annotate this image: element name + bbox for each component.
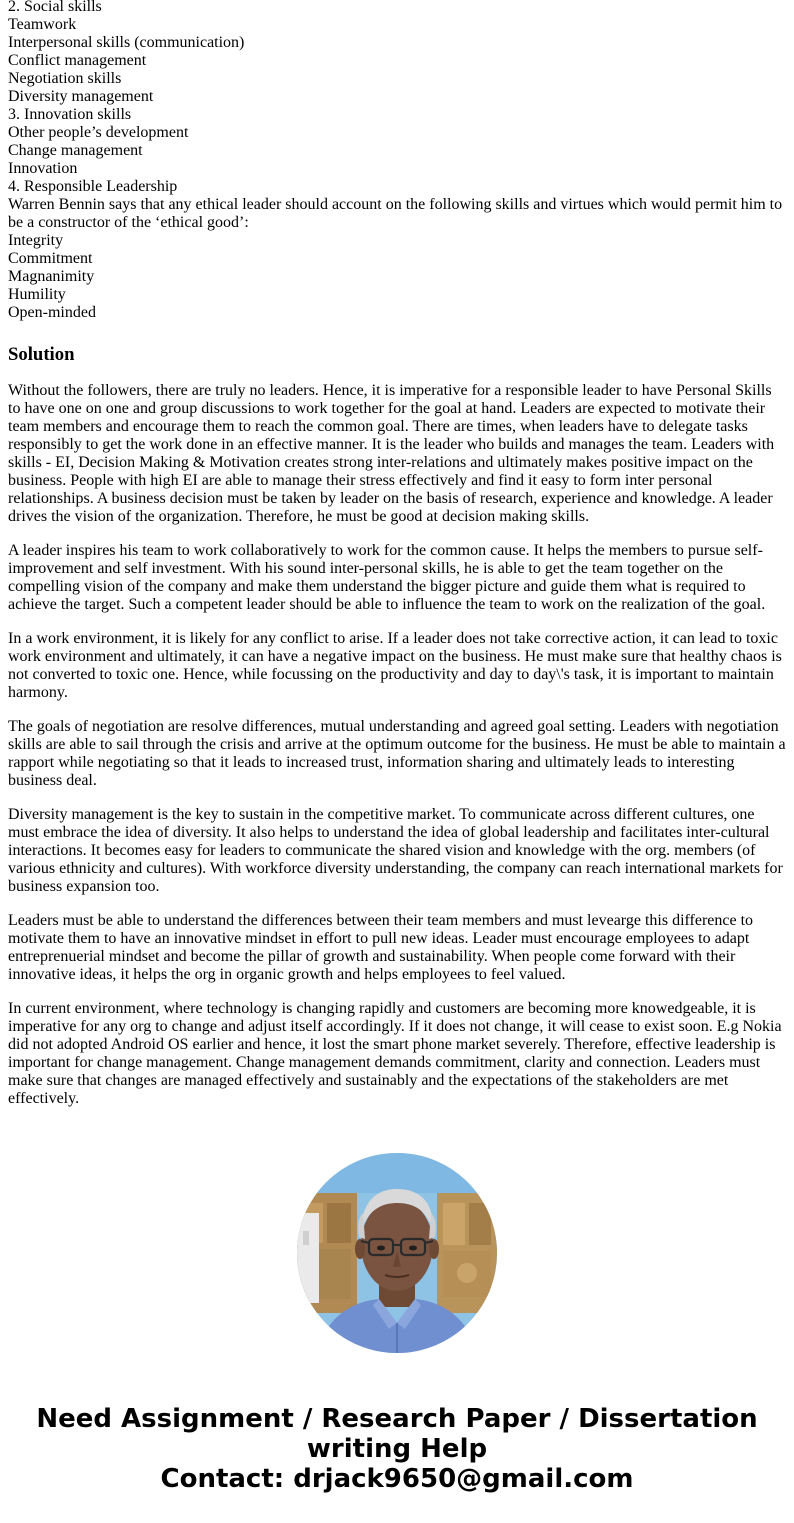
innovation-skill-item: Innovation [8, 160, 78, 177]
virtue-item: Magnanimity [8, 268, 95, 285]
author-photo-illustration [297, 1153, 497, 1353]
responsible-leadership-intro: Warren Bennin says that any ethical leader should account on the following skills and virtues which would permit him to be a constructor of the ‘ethical good’: [8, 196, 783, 231]
virtue-item: Commitment [8, 250, 93, 267]
innovation-skill-item: Change management [8, 142, 143, 159]
author-avatar [297, 1153, 497, 1353]
solution-paragraph: A leader inspires his team to work collaboratively to work for the common cause. It helps the members to pursue self-improvement and self investment. With his sound inter-personal skills, he is able to get the team together on the compelling vision of the company and make them understand the bigger picture and guide them what is required to achieve the target. Such a competent leader should be able to influence the team to work on the realization of the goal. [8, 542, 766, 613]
responsible-leadership-heading: 4. Responsible Leadership [8, 178, 178, 195]
solution-heading: Solution [8, 344, 75, 365]
promo-banner [0, 1404, 794, 1494]
document-body [8, 0, 786, 1108]
virtue-item: Integrity [8, 232, 64, 249]
social-skill-item: Teamwork [8, 16, 77, 33]
solution-paragraph: Without the followers, there are truly no leaders. Hence, it is imperative for a responsible leader to have Personal Skills to have one on one and group discussions to work together for the goal at hand. Leaders are expected to motivate their team members and encourage them to reach the common goal. There are times, when leaders have to delegate tasks responsibly to get the work done in an effective manner. It is the leader who builds and manages the team. Leaders with skills - EI, Decision Making & Motivation creates strong inter-relations and ultimately makes positive impact on the business. People with high EI are able to manage their stress effectively and find it easy to form inter personal relationships. A business decision must be taken by leader on the basis of research, experience and knowledge. A leader drives the vision of the organization. Therefore, he must be good at decision making skills. [8, 382, 775, 525]
solution-paragraph: The goals of negotiation are resolve differences, mutual understanding and agreed goal setting. Leaders with negotiation skills are able to sail through the crisis and arrive at the optimum outcome for the business. He must be able to maintain a rapport while negotiating so that it leads to increased trust, information sharing and ultimately leads to interesting business deal. [8, 718, 786, 789]
social-skill-item: Interpersonal skills (communication) [8, 34, 245, 51]
solution-paragraph: Diversity management is the key to sustain in the competitive market. To communicate across different cultures, one must embrace the idea of diversity. It also helps to understand the idea of global leadership and facilitates inter-cultural interactions. It becomes easy for leaders to communicate the shared vision and knowledge with the org. members (of various ethnicity and cultures). With workforce diversity understanding, the company can reach international markets for business expansion too. [8, 806, 783, 895]
social-skill-item: Diversity management [8, 88, 154, 105]
solution-paragraph: In a work environment, it is likely for any conflict to arise. If a leader does not take corrective action, it can lead to toxic work environment and ultimately, it can have a negative impact on the business. He must make sure that healthy chaos is not converted to toxic one. Hence, while focussing on the productivity and day to day\'s task, it is important to maintain harmony. [8, 630, 782, 701]
innovation-skill-item: Other people’s development [8, 124, 189, 141]
social-skill-item: Negotiation skills [8, 70, 122, 87]
promo-contact: Contact: drjack9650@gmail.com [160, 1464, 634, 1494]
promo-line: writing Help [306, 1434, 488, 1464]
innovation-skills-heading: 3. Innovation skills [8, 106, 132, 123]
social-skills-heading: 2. Social skills [8, 0, 102, 15]
solution-paragraph: In current environment, where technology is changing rapidly and customers are becoming more knowedgeable, it is imperative for any org to change and adjust itself accordingly. If it does not change, it will cease to exist soon. E.g Nokia did not adopted Android OS earlier and hence, it lost the smart phone market severely. Therefore, effective leadership is important for change management. Change management demands commitment, clarity and connection. Leaders must make sure that changes are managed effectively and sustainably and the expectations of the stakeholders are met effectively. [8, 1000, 782, 1107]
solution-paragraph: Leaders must be able to understand the differences between their team members and must levearge this difference to motivate them to have an innovative mindset in effort to pull new ideas. Leader must encourage employees to adapt entreprenuerial mindset and become the pillar of growth and sustainability. When people come forward with their innovative ideas, it helps the org in organic growth and helps employees to feel valued. [8, 912, 754, 983]
virtue-item: Open-minded [8, 304, 96, 321]
social-skill-item: Conflict management [8, 52, 147, 69]
promo-line: Need Assignment / Research Paper / Dissertation [36, 1404, 758, 1434]
virtue-item: Humility [8, 286, 66, 303]
